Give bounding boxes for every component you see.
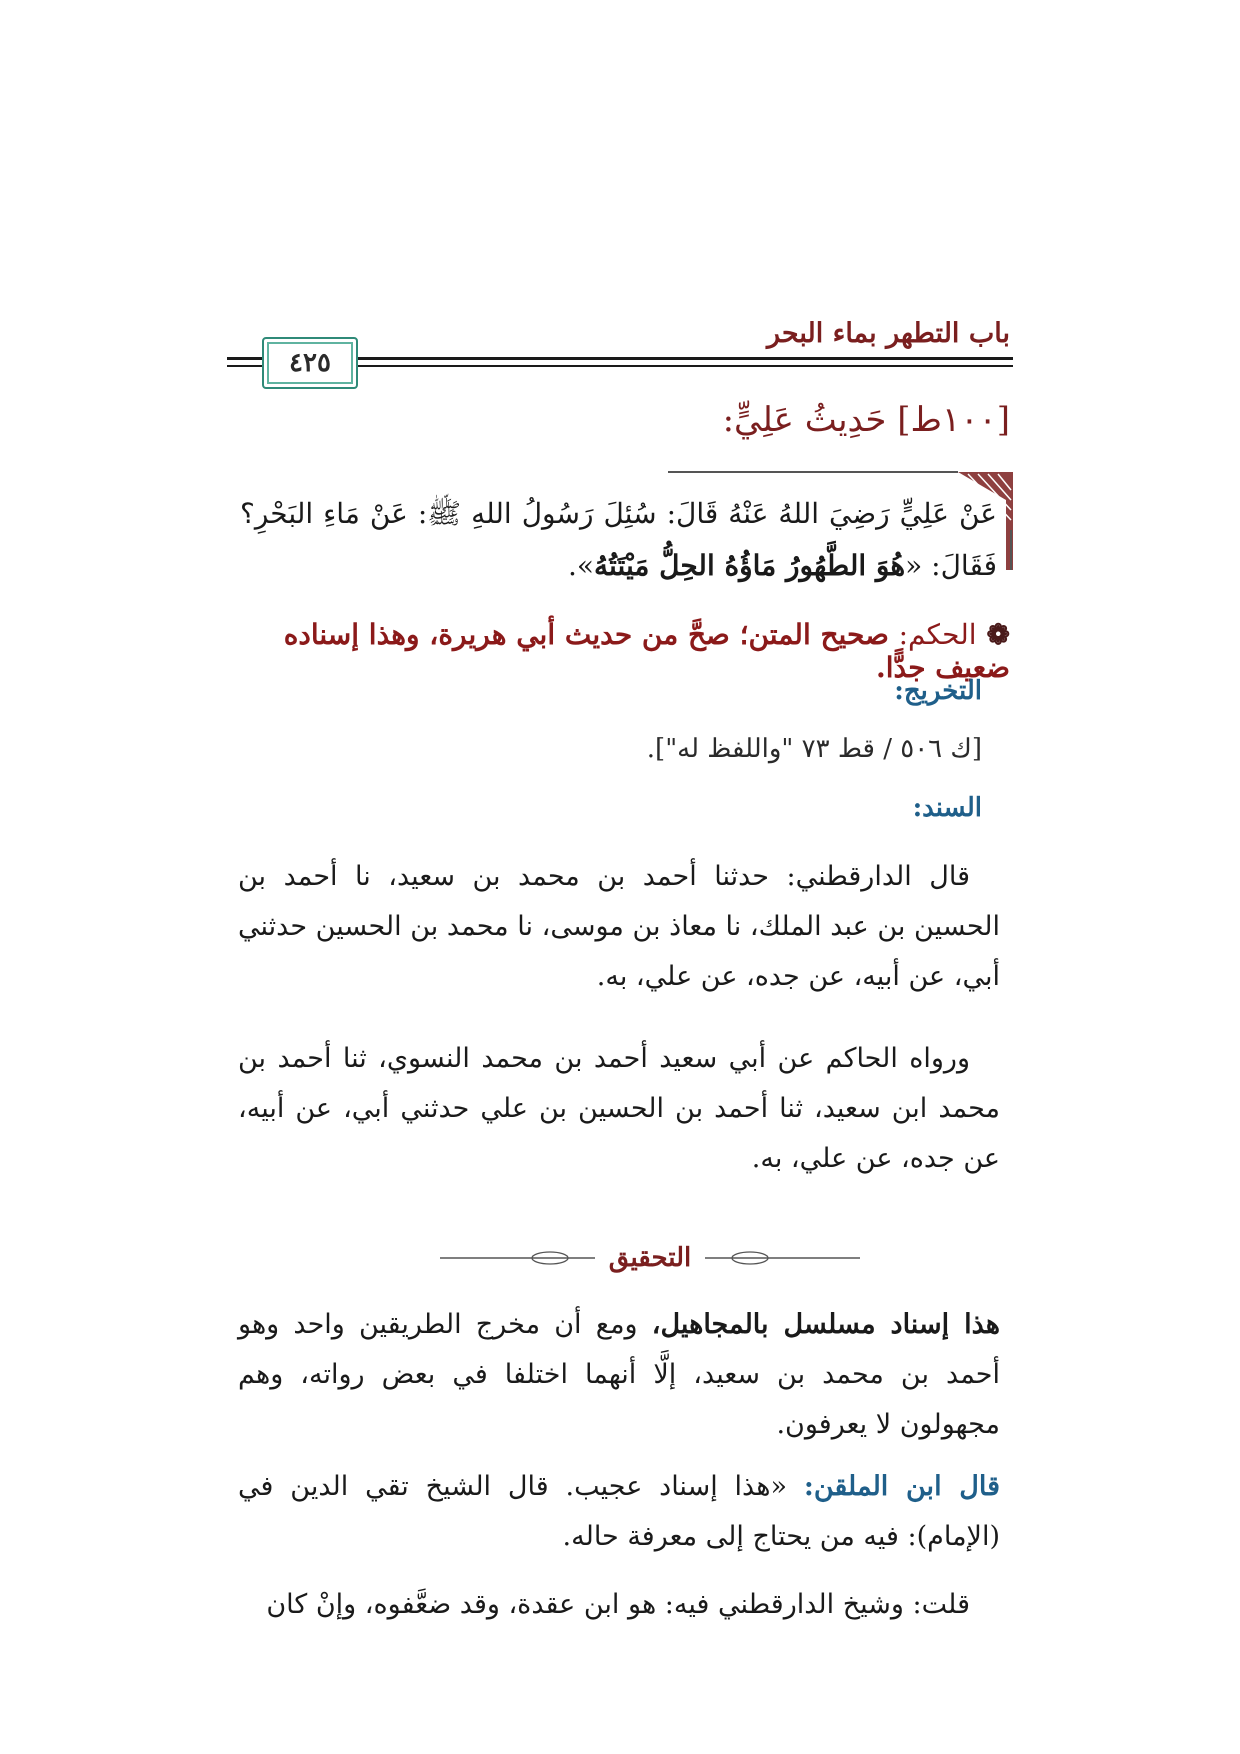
matn-quote: هُوَ الطَّهُورُ مَاؤُهُ الحِلُّ مَيْتَتُهُ bbox=[594, 549, 906, 582]
tahqiq-paragraph-3: قلت: وشيخ الدارقطني فيه: هو ابن عقدة، وقد ضعَّفوه، وإنْ كان bbox=[266, 1589, 970, 1620]
sanad-heading: السند: bbox=[912, 793, 982, 823]
verdict-label: الحكم: bbox=[898, 618, 977, 651]
tahqiq-paragraph-2-text: «هذا إسناد عجيب. قال الشيخ تقي الدين في (الإمام): فيه من يحتاج إلى معرفة حاله. bbox=[238, 1471, 1000, 1552]
hadith-title: [١٠٠ط] حَدِيثُ عَلِيٍّ: bbox=[722, 400, 1010, 440]
matn-end: ». bbox=[568, 549, 595, 582]
page-number-frame bbox=[262, 337, 358, 389]
flower-ornament-icon: ❁ bbox=[986, 618, 1010, 651]
verdict bbox=[225, 618, 1010, 684]
tahqiq-heading: التحقيق bbox=[595, 1243, 705, 1273]
sanad-paragraph-1: قال الدارقطني: حدثنا أحمد بن محمد بن سعيد، نا أحمد بن الحسين بن عبد الملك، نا معاذ بن موسى، نا محمد بن الحسين حدثني أبي، عن أبيه، عن جده، عن علي، به. bbox=[238, 861, 1000, 992]
tahqiq-paragraph-1-bold: هذا إسناد مسلسل بالمجاهيل، bbox=[651, 1309, 1000, 1340]
tahqiq-paragraph-1-text: ومع أن مخرج الطريقين واحد وهو أحمد بن محمد بن سعيد، إلَّا أنهما اختلفا في بعض رواته، وهم مجهولون لا يعرفون. bbox=[238, 1309, 1000, 1440]
tahqiq-paragraph-1 bbox=[238, 1300, 1000, 1450]
ibn-mulaqqin-label: قال ابن الملقن: bbox=[803, 1471, 1000, 1502]
takhrij-text: [ك ٥٠٦ / قط ٧٣ "واللفظ له"]. bbox=[646, 734, 982, 764]
verdict-text: صحيح المتن؛ صحَّ من حديث أبي هريرة، وهذا إسناده ضعيف جدًّا. bbox=[283, 618, 1010, 684]
running-title: باب التطهر بماء البحر bbox=[767, 318, 1010, 349]
takhrij-heading: التخريج: bbox=[894, 676, 982, 706]
page-number: ٤٢٥ bbox=[289, 348, 331, 378]
matn-intro: عَنْ عَلِيٍّ رَضِيَ اللهُ عَنْهُ قَالَ: سُئِلَ رَسُولُ اللهِ ﷺ: عَنْ مَاءِ البَحْرِ؟ فَقَالَ: « bbox=[240, 497, 997, 582]
sanad-paragraph-2: ورواه الحاكم عن أبي سعيد أحمد بن محمد النسوي، ثنا أحمد بن محمد ابن سعيد، ثنا أحمد بن الحسين بن علي حدثني أبي، عن أبيه، عن جده، عن علي، به. bbox=[238, 1043, 1000, 1174]
tahqiq-paragraph-2 bbox=[238, 1462, 1000, 1562]
hadith-matn bbox=[240, 488, 997, 592]
tahqiq-divider bbox=[440, 1238, 860, 1278]
